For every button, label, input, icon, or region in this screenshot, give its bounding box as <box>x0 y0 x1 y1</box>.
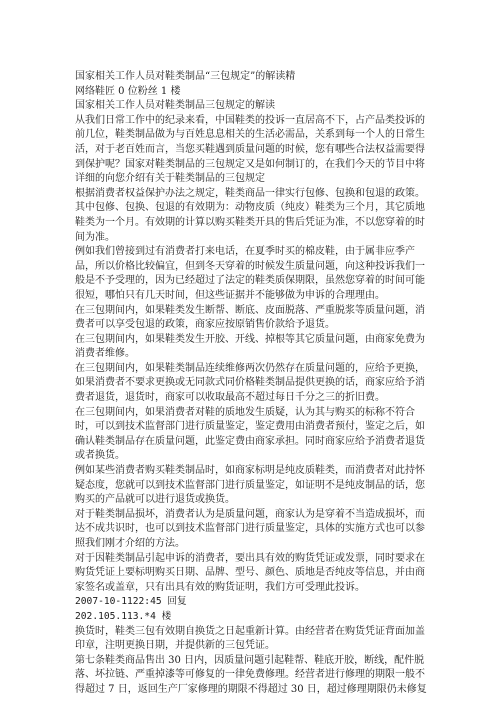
document-title: 国家相关工作人员对鞋类制品“三包规定”的解读精 <box>75 71 296 82</box>
reply-paragraph-exchange: 换货时，鞋类三包有效期自换货之日起重新计算。由经营者在购货凭证背面加盖印章，注明更换日期，并提供新的三包凭证。 <box>75 625 425 652</box>
paragraph-warranty-policy: 根据消费者权益保护办法之规定，鞋类商品一律实行包修、包换和包退的政策。其中包修、包换、包退的有效期为：动物皮质（纯皮）鞋类为三个月，其它质地鞋类为一个月。有效期的计算以购买鞋类开具的售后凭证为准，不以您穿着的时间为准。 <box>75 187 425 243</box>
paragraph-repair-conditions: 在三包期间内，如果鞋类发生开胶、开线、掉根等其它质量问题，由商家免费为消费者维修。 <box>75 333 425 360</box>
paragraph-example-leather: 例如某些消费者购买鞋类制品时，如商家标明是纯皮质鞋类，而消费者对此持怀疑态度，您就可以到技术监督部门进行质量鉴定，如证明不是纯皮制品的话，您购买的产品就可以进行退货或换货。 <box>75 465 425 506</box>
forum-post-meta: 网络鞋匠 0 位粉丝 1 楼 <box>75 85 181 97</box>
paragraph-return-conditions: 在三包期间内，如果鞋类发生断帮、断底、皮面脱落、严重脱浆等质量问题，消费者可以享受包退的政策，商家应按原销售价款给予退货。 <box>75 304 425 331</box>
document-subtitle: 国家相关工作人员对鞋类制品三包规定的解读 <box>75 100 275 112</box>
paragraph-quality-appraisal: 在三包期间内，如果消费者对鞋的质地发生质疑，认为其与购买的标称不符合时，可以到技术监督部门进行质量鉴定，鉴定费用由消费者预付，鉴定之后，如确认鞋类制品存在质量问题，此鉴定费由商家承担。同时商家应给予消费者退货或者换货。 <box>75 406 425 462</box>
paragraph-purchase-proof: 对于因鞋类制品引起申诉的消费者，要出具有效的购货凭证或发票，同时要求在购货凭证上要标明购买日期、品牌、型号、颜色、质地是否纯皮等信息，并由商家签名或盖章，只有出具有效的购货证明，我们方可受理此投诉。 <box>75 552 425 593</box>
paragraph-example-seasonal: 例如我们曾接到过有消费者打来电话，在夏季时买的棉皮鞋，由于属非应季产品，所以价格比较偏宜，但到冬天穿着的时候发生质量问题，向这种投诉我们一般是不予受理的，因为已经超过了法定的鞋类质保期限，虽然您穿着的时间可能很短，哪怕只有几天时间，但这些证据并不能够做为申诉的合理理由。 <box>75 246 425 301</box>
reply-paragraph-article-seven: 第七条鞋类商品售出 30 日内，因质量问题引起鞋帮、鞋底开胶，断线，配件脱落、坏拉链、严重掉漆等可修复的一律免费修理。经营者进行修理的期限一般不得超过 7 日，返回生产厂家修理的期限不得超过 30 日，超过修理期限仍未修复 <box>75 654 427 695</box>
reply-user-line: 202.105.113.*4 楼 <box>75 610 172 622</box>
post-timestamp: 2007-10-1122:45 回复 <box>75 596 187 608</box>
paragraph-damage-dispute: 对于鞋类制品损坏，消费者认为是质量问题，商家认为是穿着不当造成损坏，而达不成共识时，也可以到技术监督部门进行质量鉴定，具体的实施方式也可以参照我们刚才介绍的方法。 <box>75 508 425 549</box>
paragraph-exchange-conditions: 在三包期间内，如果鞋类制品连续维修两次仍然存在质量问题的，应给予更换，如果消费者不要求更换或无同款式同价格鞋类制品提供更换的话，商家应给予消费者退货，退货时，商家可以收取最高不超过每日千分之三的折旧费。 <box>75 362 425 404</box>
paragraph-intro: 从我们日常工作中的纪录来看，中国鞋类的投诉一直居高不下，占产品类投诉的前几位，鞋类制品做为与百姓息息相关的生活必需品，关系到每一个人的日常生活，对于老百姓而言，当您买鞋遇到质量问题的时候，您有哪些合法权益需要得到保护呢？国家对鞋类制品的三包规定又是如何制订的，在我们今天的节目中将详细的向您介绍有关于鞋类制品的三包规定 <box>75 114 425 185</box>
document-body <box>75 70 429 698</box>
